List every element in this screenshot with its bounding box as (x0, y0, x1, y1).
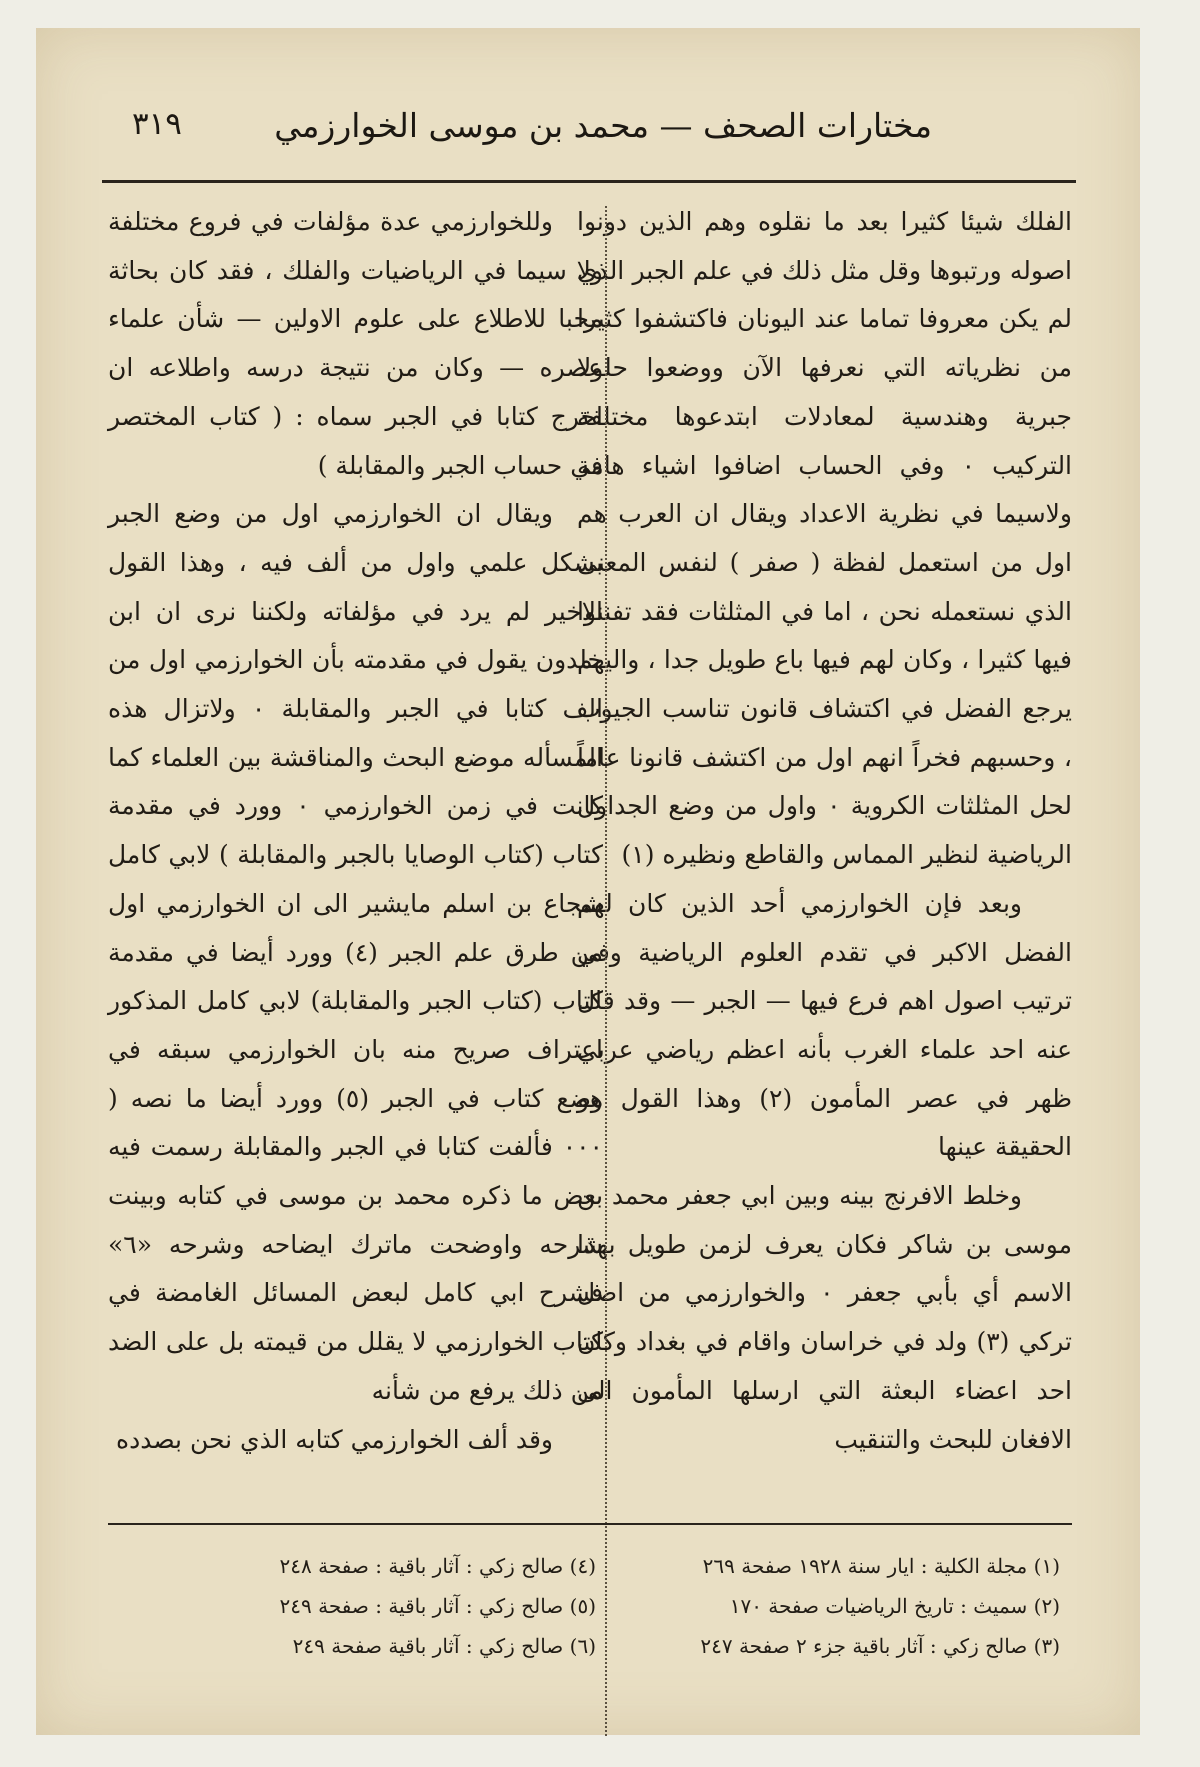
footnotes-right (590, 1546, 1060, 1666)
header-rule (102, 180, 1076, 183)
scanned-page (36, 28, 1140, 1735)
page-number: ٣١٩ (132, 106, 182, 142)
paragraph: وقد ألف الخوارزمي كتابه الذي نحن بصدده (116, 1424, 553, 1454)
paragraph: ويقال ان الخوارزمي اول من وضع الجبر بشكل علمي واول من ألف فيه ، وهذا القول الاخير لم يرد في مؤلفاته ولكننا نرى ان ابن خلدون يقول في مقدمته بأن الخوارزمي اول من الف كتابا في الجبر والمقابلة ٠ ولاتزال هذه المسأله موضع البحث والمناقشة بين العلماء كما كانت في زمن الخوارزمي ٠ وورد في مقدمة كتاب (كتاب الوصايا بالجبر والمقابلة ) لابي كامل شجاع بن اسلم مايشير الى ان الخوارزمي اول من طرق علم الجبر (٤) وورد أيضا في مقدمة كتاب (كتاب الجبر والمقابلة) لابي كامل المذكور اعتراف صريح منه بان الخوارزمي سبقه في وضع كتاب في الجبر (٥) وورد أيضا ما نصه ( ٠٠٠ فألفت كتابا في الجبر والمقابلة رسمت فيه بعض ما ذكره محمد بن موسى في كتابه وبينت شرحه واوضحت ماترك ايضاحه وشرحه «٦» فشرح ابي كامل لبعض المسائل الغامضة في كتاب الخوارزمي لا يقلل من قيمته بل على الضد من ذلك يرفع من شأنه (108, 499, 604, 1405)
left-column (108, 198, 603, 1464)
paragraph: الفلك شيئا كثيرا بعد ما نقلوه وهم الذين دونوا اصوله ورتبوها وقل مثل ذلك في علم الجبر الذي لم يكن معروفا تماما عند اليونان فاكتشفوا كثيرا من نظرياته التي نعرفها الآن ووضعوا حلولا جبرية وهندسية لمعادلات ابتدعوها مختلفة التركيب ٠ وفي الحساب اضافوا اشياء هامة ولاسيما في نظرية الاعداد ويقال ان العرب هم اول من استعمل لفظة ( صفر ) لنفس المعنى الذي نستعمله نحن ، اما في المثلثات فقد تفننوا فيها كثيرا ، وكان لهم فيها باع طويل جدا ، واليهم يرجع الفضل في اكتشاف قانون تناسب الجيوب ، وحسبهم فخراً انهم اول من اكتشف قانونا عاماً لحل المثلثات الكروية ٠ واول من وضع الجداول الرياضية لنظير المماس والقاطع ونظيره (١) (577, 207, 1073, 870)
footnote-rule-right (582, 1523, 1072, 1525)
paragraph: وخلط الافرنج بينه وبين ابي جعفر محمد بن موسى بن شاكر فكان يعرف لزمن طويل بهذا الاسم أي بأبي جعفر ٠ والخوارزمي من اصل تركي (٣) ولد في خراسان واقام في بغداد وكان احد اعضاء البعثة التي ارسلها المأمون الى الافغان للبحث والتنقيب (577, 1181, 1072, 1454)
running-title: مختارات الصحف — محمد بن موسى الخوارزمي (274, 106, 932, 145)
footnote: (٣) صالح زكي : آثار باقية جزء ٢ صفحة ٢٤٧ (700, 1634, 1060, 1658)
column-divider (605, 206, 607, 1736)
footnote: (١) مجلة الكلية : ايار سنة ١٩٢٨ صفحة ٢٦٩ (702, 1554, 1060, 1578)
paragraph: وبعد فإن الخوارزمي أحد الذين كان لهم الفضل الاكبر في تقدم العلوم الرياضية وفي ترتيب اصول اهم فرع فيها — الجبر — وقد قال عنه احد علماء الغرب بأنه اعظم رياضي عربي ظهر في عصر المأمون (٢) وهذا القول هو الحقيقة عينها (577, 888, 1072, 1162)
footnote: (٤) صالح زكي : آثار باقية : صفحة ٢٤٨ (279, 1554, 596, 1578)
right-column (577, 198, 1072, 1464)
footnote: (٦) صالح زكي : آثار باقية صفحة ٢٤٩ (292, 1634, 596, 1658)
paragraph: وللخوارزمي عدة مؤلفات في فروع مختلفة ولا سيما في الرياضيات والفلك ، فقد كان بحاثة محبا للاطلاع على علوم الاولين — شأن علماء عصره — وكان من نتيجة درسه واطلاعه ان اخرج كتابا في الجبر سماه : ( كتاب المختصر في حساب الجبر والمقابلة ) (108, 207, 603, 480)
footnotes-left (126, 1546, 596, 1666)
footnote: (٥) صالح زكي : آثار باقية : صفحة ٢٤٩ (279, 1594, 596, 1618)
footnote-rule-left (108, 1523, 596, 1525)
page-header (104, 98, 1072, 168)
footnote: (٢) سميث : تاريخ الرياضيات صفحة ١٧٠ (729, 1594, 1060, 1618)
